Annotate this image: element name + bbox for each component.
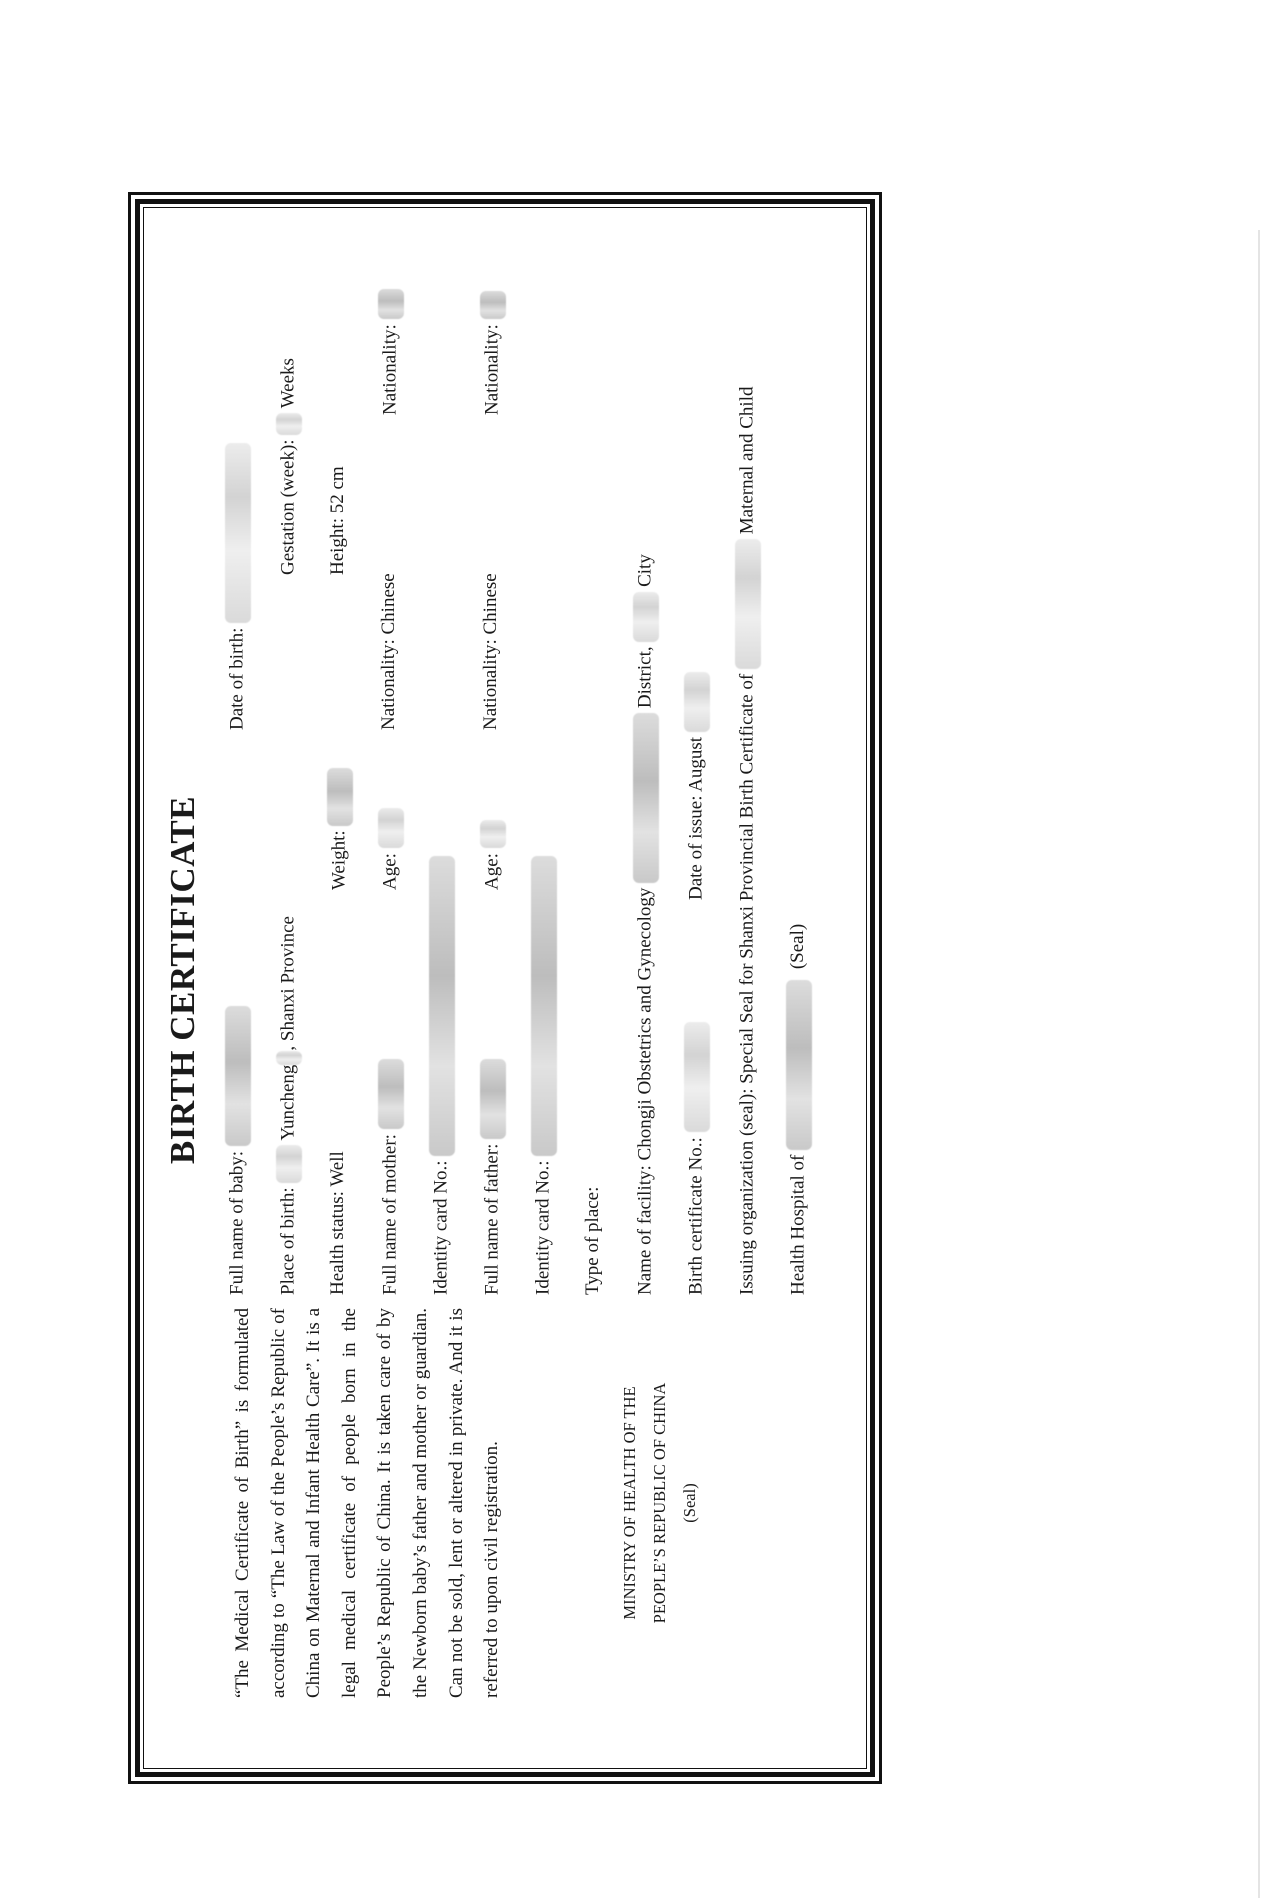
place-of-birth-city: Yuncheng: [277, 1064, 299, 1141]
facility-city: City: [634, 554, 656, 587]
redacted-mother-name: [378, 1059, 404, 1129]
redacted-mother-age: [378, 808, 404, 848]
date-of-issue-month: August: [685, 736, 707, 792]
birth-certificate: [145, 210, 865, 1750]
redacted-date-of-birth: [225, 443, 251, 623]
father-nationality-2-label: Nationality:: [481, 324, 503, 415]
redacted-father-name: [480, 1059, 506, 1139]
ministry-issuer: [615, 1308, 705, 1698]
redacted-baby-name: [225, 1006, 251, 1146]
mother-nationality: Nationality: Chinese: [378, 573, 399, 730]
redacted-mother-id: [429, 856, 455, 1156]
date-of-birth-label: Date of birth:: [226, 627, 248, 730]
issuing-org-tail: Maternal and Child: [736, 386, 758, 535]
row-mother-id: [429, 255, 480, 1295]
facility-name: Chongji Obstetrics and Gynecology: [634, 887, 656, 1161]
mother-name-label: Full name of mother:: [379, 1134, 401, 1295]
legal-note: “The Medical Certificate of Birth” is formulated according to “The Law of the People’s Republic of China on Maternal and Infant Health Care”. It is a legal medical certificate of people born in the People’s Republic of China. It is taken care of by the Newborn baby’s father and mother or guardian. Can not be sold, lent or altered in private. And it is referred to upon civil registration.: [232, 1308, 503, 1698]
issuing-org-line2-label: Health Hospital of: [787, 1154, 809, 1295]
father-nationality: Nationality: Chinese: [480, 573, 501, 730]
certificate-title: BIRTH CERTIFICATE: [163, 795, 202, 1165]
row-place: [276, 255, 327, 1295]
redacted-hospital-name: [786, 980, 812, 1150]
row-birth-cert-no: [684, 255, 735, 1295]
gestation-label: Gestation (week):: [277, 439, 299, 575]
date-of-issue-label: Date of issue:: [685, 795, 707, 900]
father-age-label: Age:: [481, 853, 503, 890]
weight-label: Weight:: [328, 830, 350, 890]
row-issuing-org: [735, 255, 786, 1295]
redacted-facility-city: [633, 592, 659, 642]
row-issuing-org-2: [786, 255, 837, 1295]
redacted-weight: [327, 768, 353, 826]
redacted-gestation: [276, 413, 302, 435]
father-id-label: Identity card No.:: [532, 1160, 554, 1295]
certificate-fields: [225, 255, 837, 1295]
redacted-birth-cert-no: [684, 1023, 710, 1133]
row-health: [327, 255, 378, 1295]
place-of-birth-label: Place of birth:: [277, 1187, 299, 1295]
height-value: Height: 52 cm: [327, 466, 348, 575]
row-facility: [633, 255, 684, 1295]
row-type-of-place: [582, 255, 633, 1295]
issuing-org-value: Special Seal for Shanxi Provincial Birth Certificate of: [736, 673, 758, 1084]
redacted-father-age: [480, 820, 506, 848]
redacted-place: [276, 1145, 302, 1183]
ministry-line-1: MINISTRY OF HEALTH OF THE: [620, 1386, 639, 1620]
redacted-issuing-org: [735, 539, 761, 669]
issuing-org-seal: (Seal): [787, 923, 809, 970]
redacted-father-id: [531, 856, 557, 1156]
type-of-place-label: Type of place:: [582, 1186, 603, 1295]
mother-age-label: Age:: [379, 853, 401, 890]
place-of-birth-province: , Shanxi Province: [277, 916, 299, 1051]
redacted-father-nationality: [480, 291, 506, 319]
gestation-unit: Weeks: [277, 358, 299, 409]
mother-nationality-2-label: Nationality:: [379, 324, 401, 415]
redacted-mother-nationality: [378, 289, 404, 319]
page-edge: [1258, 230, 1260, 1898]
redacted-date-of-issue: [684, 672, 710, 732]
row-father: [480, 255, 531, 1295]
redacted-place-2: [276, 1051, 302, 1065]
redacted-facility: [633, 713, 659, 883]
mother-id-label: Identity card No.:: [430, 1160, 452, 1295]
issuing-org-label: Issuing organization (seal):: [736, 1088, 758, 1295]
facility-district: District,: [634, 646, 656, 709]
facility-label: Name of facility:: [634, 1165, 656, 1295]
row-father-id: [531, 255, 582, 1295]
health-status: Health status: Well: [327, 1151, 348, 1295]
birth-cert-no-label: Birth certificate No.:: [685, 1137, 707, 1295]
row-mother: [378, 255, 429, 1295]
baby-name-label: Full name of baby:: [226, 1150, 248, 1295]
father-name-label: Full name of father:: [481, 1143, 503, 1295]
ministry-line-2: PEOPLE’S REPUBLIC OF CHINA: [650, 1382, 669, 1624]
ministry-seal: (Seal): [680, 1483, 699, 1523]
row-baby: [225, 255, 276, 1295]
